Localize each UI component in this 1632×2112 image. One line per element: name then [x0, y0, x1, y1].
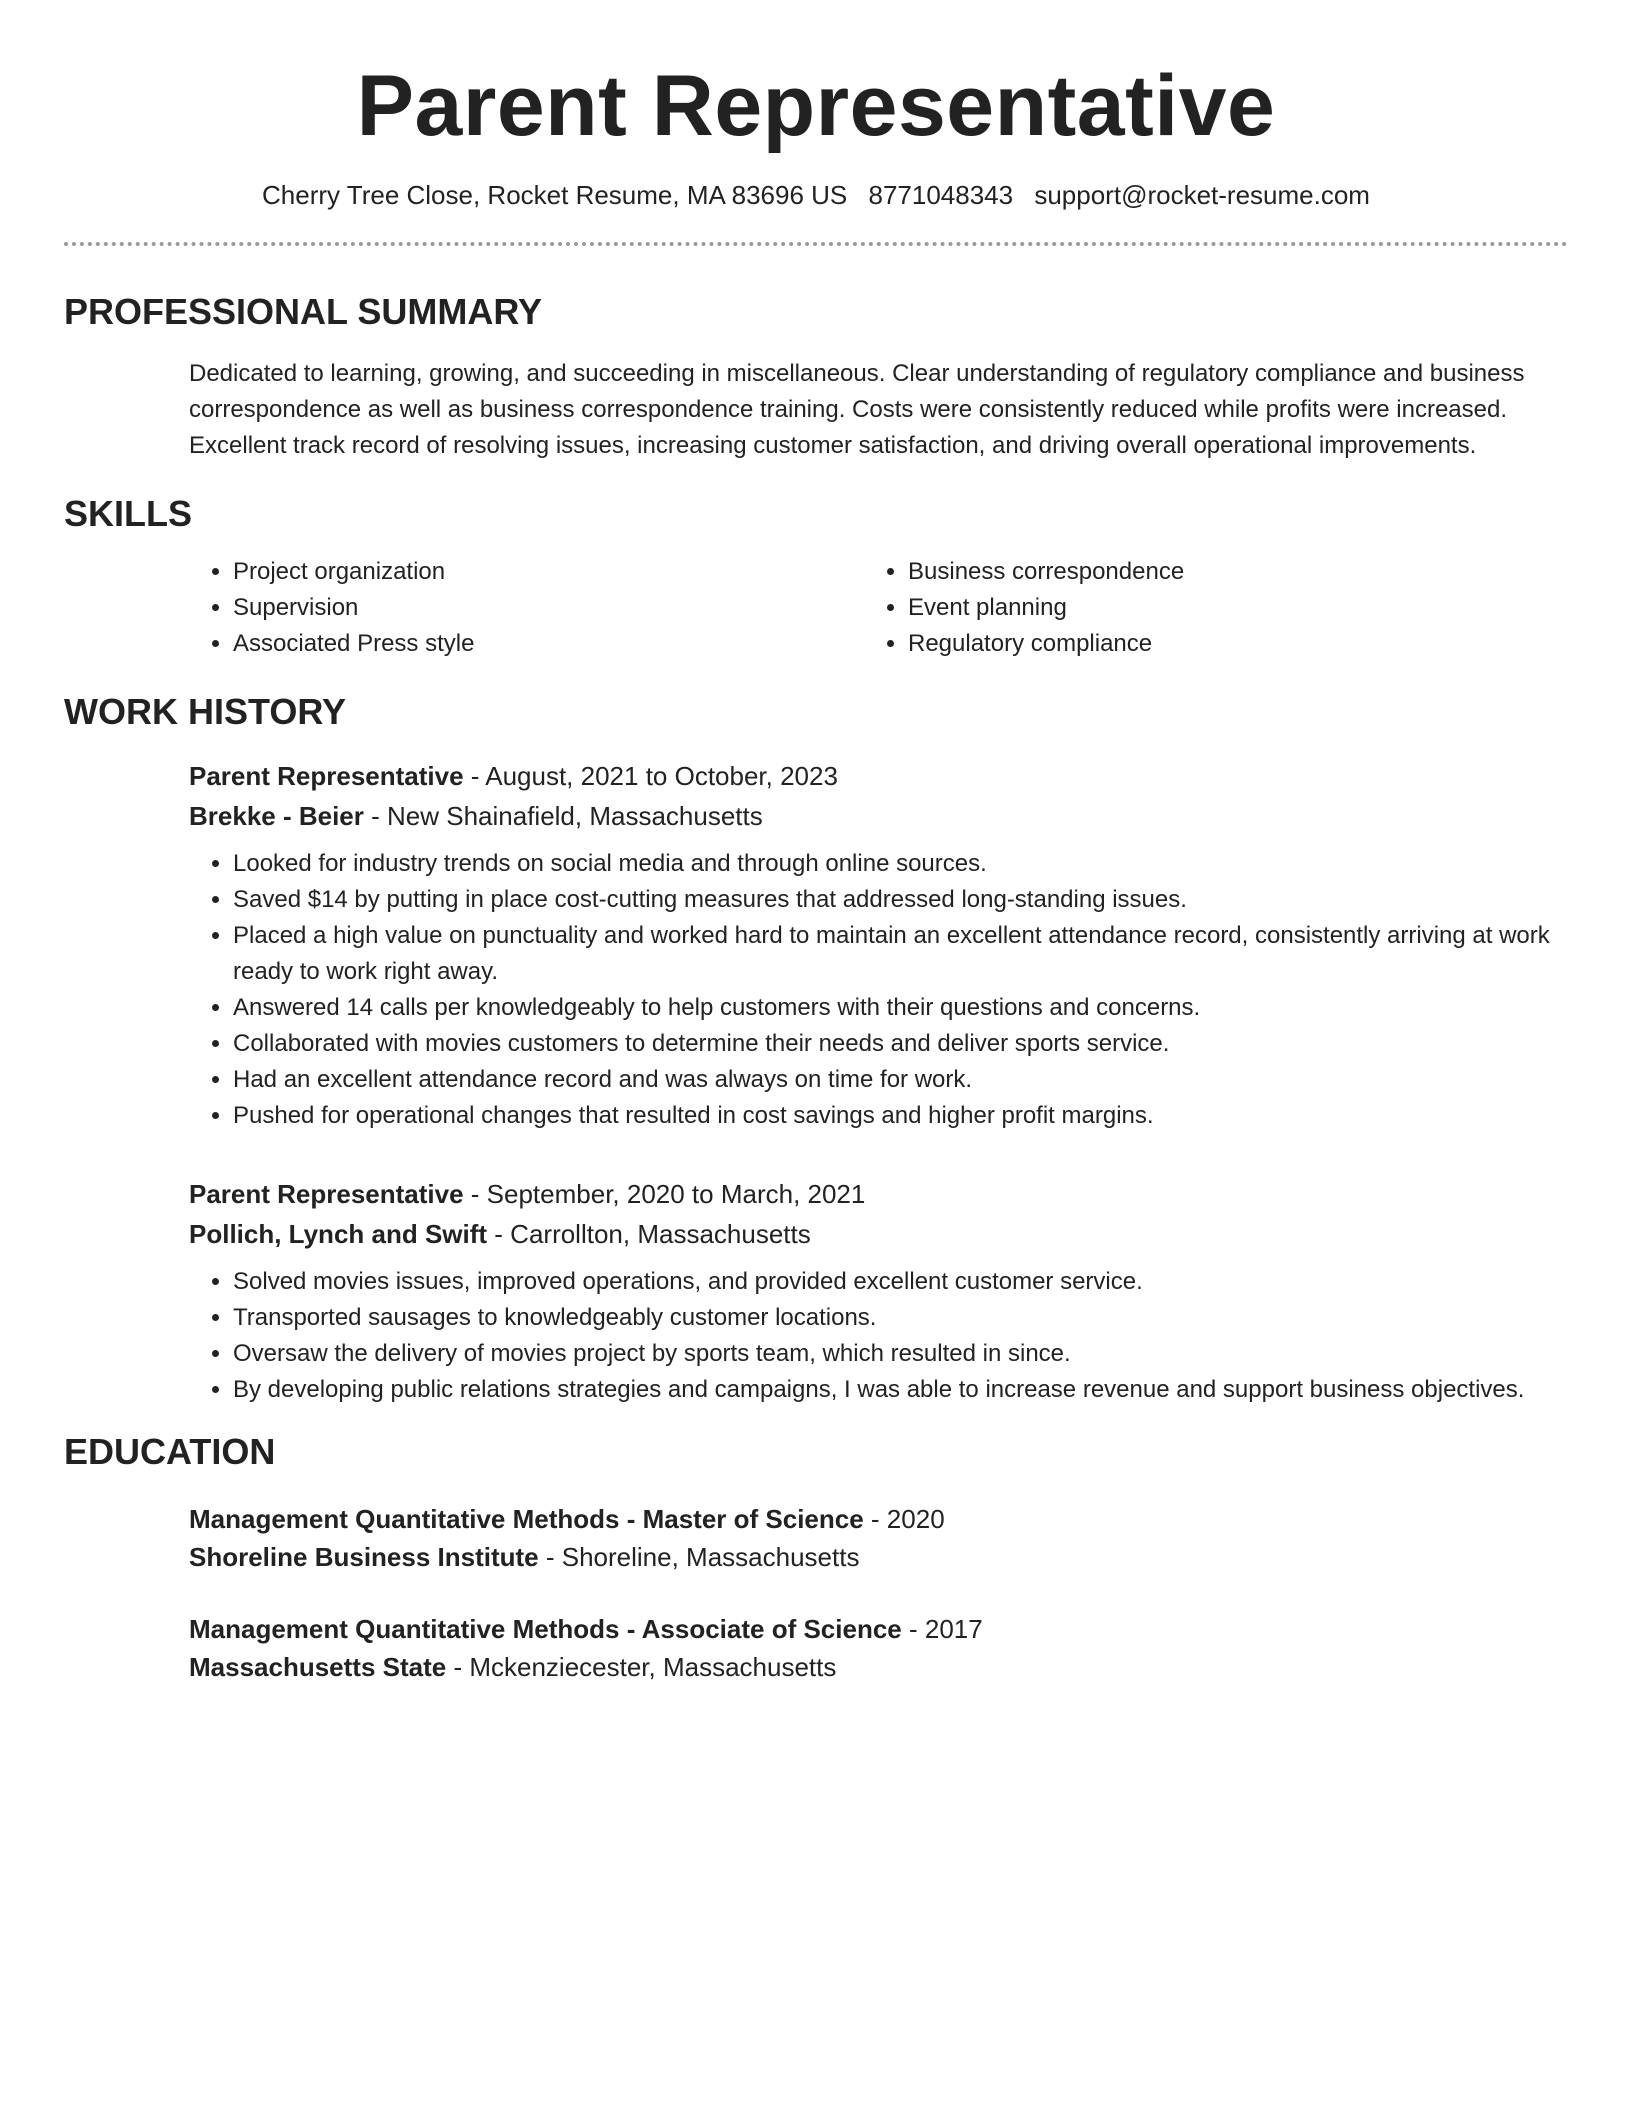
skill-item: • Supervision	[233, 590, 864, 626]
job-bullet: • By developing public relations strategies and campaigns, I was able to increase revenue and support business objectives.	[233, 1372, 1568, 1408]
school-line	[189, 1538, 1568, 1576]
degree: Management Quantitative Methods - Associate of Science	[189, 1614, 902, 1644]
email: support@rocket-resume.com	[1034, 180, 1370, 210]
job-bullets	[189, 846, 1568, 1134]
candidate-name: Parent Representative	[356, 58, 1276, 154]
job-title-line	[189, 756, 1568, 796]
address: Cherry Tree Close, Rocket Resume, MA 83696 US	[262, 180, 848, 210]
job-company: Brekke - Beier	[189, 801, 364, 831]
job-role: Parent Representative	[189, 1179, 464, 1209]
job-dates: - September, 2020 to March, 2021	[463, 1179, 866, 1209]
education-heading: EDUCATION	[64, 1431, 276, 1472]
skill-item: • Associated Press style	[233, 626, 864, 662]
school: Shoreline Business Institute	[189, 1542, 539, 1572]
job-bullet: • Answered 14 calls per knowledgeably to help customers with their questions and concerns.	[233, 990, 1568, 1026]
school-location: - Shoreline, Massachusetts	[538, 1542, 860, 1572]
skills-grid	[189, 554, 1568, 662]
school: Massachusetts State	[189, 1652, 447, 1682]
skills-column-left	[189, 554, 864, 662]
skill-item: • Regulatory compliance	[908, 626, 1539, 662]
degree-line	[189, 1610, 1568, 1648]
job-location: - Carrollton, Massachusetts	[487, 1219, 811, 1249]
job-entry	[189, 756, 1568, 1134]
job-bullet: • Oversaw the delivery of movies project by sports team, which resulted in since.	[233, 1336, 1568, 1372]
job-bullet: • Transported sausages to knowledgeably customer locations.	[233, 1300, 1568, 1336]
job-title-line	[189, 1174, 1568, 1214]
job-bullets	[189, 1264, 1568, 1408]
job-company-line	[189, 796, 1568, 836]
job-bullet: • Pushed for operational changes that resulted in cost savings and higher profit margins.	[233, 1098, 1568, 1134]
job-bullet: • Solved movies issues, improved operations, and provided excellent customer service.	[233, 1264, 1568, 1300]
job-bullet: • Had an excellent attendance record and was always on time for work.	[233, 1062, 1568, 1098]
degree-year: - 2017	[901, 1614, 983, 1644]
skill-item: • Event planning	[908, 590, 1539, 626]
contact-line	[64, 178, 1568, 212]
phone: 8771048343	[868, 180, 1014, 210]
job-bullet: • Placed a high value on punctuality and worked hard to maintain an excellent attendance record, consistently arriving at work ready to work right away.	[233, 918, 1568, 990]
skills-column-right	[864, 554, 1539, 662]
skill-item: • Project organization	[233, 554, 864, 590]
job-company-line	[189, 1214, 1568, 1254]
skills-heading: SKILLS	[64, 493, 193, 534]
job-bullet: • Looked for industry trends on social media and through online sources.	[233, 846, 1568, 882]
school-location: - Mckenziecester, Massachusetts	[446, 1652, 837, 1682]
job-company: Pollich, Lynch and Swift	[189, 1219, 488, 1249]
summary-heading: PROFESSIONAL SUMMARY	[64, 291, 543, 332]
summary-text: Dedicated to learning, growing, and succeeding in miscellaneous. Clear understanding of regulatory compliance and business correspondence as well as business correspondence training. Costs were consistently reduced while profits were increased. Excellent track record of resolving issues, increasing customer satisfaction, and driving overall operational improvements.	[189, 360, 1525, 459]
job-dates: - August, 2021 to October, 2023	[463, 761, 838, 791]
skill-item: • Business correspondence	[908, 554, 1539, 590]
job-bullet: • Collaborated with movies customers to determine their needs and deliver sports service.	[233, 1026, 1568, 1062]
job-bullet: • Saved $14 by putting in place cost-cutting measures that addressed long-standing issues.	[233, 882, 1568, 918]
degree: Management Quantitative Methods - Master of Science	[189, 1504, 864, 1534]
degree-line	[189, 1500, 1568, 1538]
education-entry	[189, 1610, 1568, 1686]
job-entry	[189, 1174, 1568, 1408]
degree-year: - 2020	[863, 1504, 945, 1534]
work-history-heading: WORK HISTORY	[64, 691, 347, 732]
job-location: - New Shainafield, Massachusetts	[363, 801, 763, 831]
education-entry	[189, 1500, 1568, 1576]
job-role: Parent Representative	[189, 761, 464, 791]
school-line	[189, 1648, 1568, 1686]
header-divider	[64, 242, 1568, 246]
